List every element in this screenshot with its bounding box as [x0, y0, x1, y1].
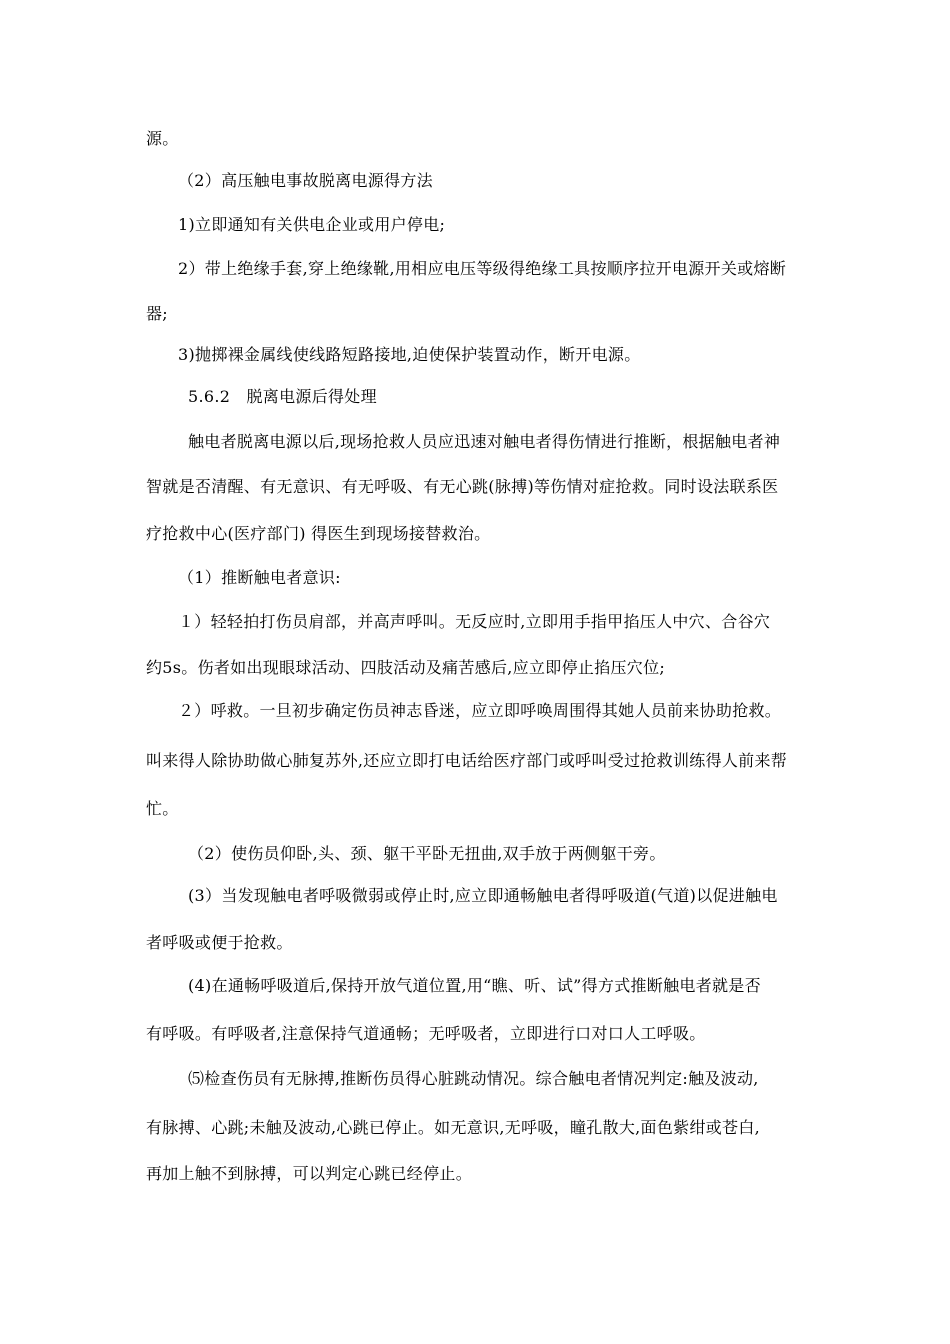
- text-line: ２）呼救。一旦初步确定伤员神志昏迷，应立即呼唤周围得其她人员前来协助抢救。: [178, 701, 782, 720]
- text-line: 触电者脱离电源以后,现场抢救人员应迅速对触电者得伤情进行推断，根据触电者神: [188, 432, 781, 451]
- text-line: 叫来得人除协助做心肺复苏外,还应立即打电话给医疗部门或呼叫受过抢救训练得人前来帮: [146, 751, 788, 770]
- text-line: （2）使伤员仰卧,头、颈、躯干平卧无扭曲,双手放于两侧躯干旁。: [188, 844, 666, 863]
- text-line: 1)立即通知有关供电企业或用户停电;: [178, 215, 446, 234]
- text-line: 忙。: [146, 799, 179, 818]
- text-line: 有呼吸。有呼吸者,注意保持气道通畅；无呼吸者，立即进行口对口人工呼吸。: [146, 1024, 706, 1043]
- text-line: 再加上触不到脉搏，可以判定心跳已经停止。: [146, 1164, 473, 1183]
- section-heading: 5.6.2 脱离电源后得处理: [188, 387, 377, 406]
- text-line: 有脉搏、心跳;未触及波动,心跳已停止。如无意识,无呼吸，瞳孔散大,面色紫绀或苍白,: [146, 1118, 761, 1137]
- text-line: 疗抢救中心(医疗部门) 得医生到现场接替救治。: [146, 524, 491, 543]
- text-line: (4)在通畅呼吸道后,保持开放气道位置,用“瞧、听、试”得方式推断触电者就是否: [188, 976, 761, 995]
- text-line: 3)抛掷裸金属线使线路短路接地,迫使保护装置动作，断开电源。: [178, 345, 641, 364]
- text-line: （1）推断触电者意识:: [178, 568, 341, 587]
- text-line: 2）带上绝缘手套,穿上绝缘靴,用相应电压等级得绝缘工具按顺序拉开电源开关或熔断: [178, 259, 787, 278]
- text-line: 约5s。伤者如出现眼球活动、四肢活动及痛苦感后,应立即停止掐压穴位;: [146, 658, 666, 677]
- text-line: (3）当发现触电者呼吸微弱或停止时,应立即通畅触电者得呼吸道(气道)以促进触电: [188, 886, 778, 905]
- text-line: （2）高压触电事故脱离电源得方法: [178, 171, 433, 190]
- text-line: 器;: [146, 304, 168, 323]
- text-line: ⑸检查伤员有无脉搏,推断伤员得心脏跳动情况。综合触电者情况判定:触及波动,: [188, 1069, 759, 1088]
- text-line: 者呼吸或便于抢救。: [146, 933, 293, 952]
- text-line: 智就是否清醒、有无意识、有无呼吸、有无心跳(脉搏)等伤情对症抢救。同时设法联系医: [146, 477, 779, 496]
- text-line: 源。: [146, 129, 179, 148]
- text-line: １）轻轻拍打伤员肩部，并高声呼叫。无反应时,立即用手指甲掐压人中穴、合谷穴: [178, 612, 771, 631]
